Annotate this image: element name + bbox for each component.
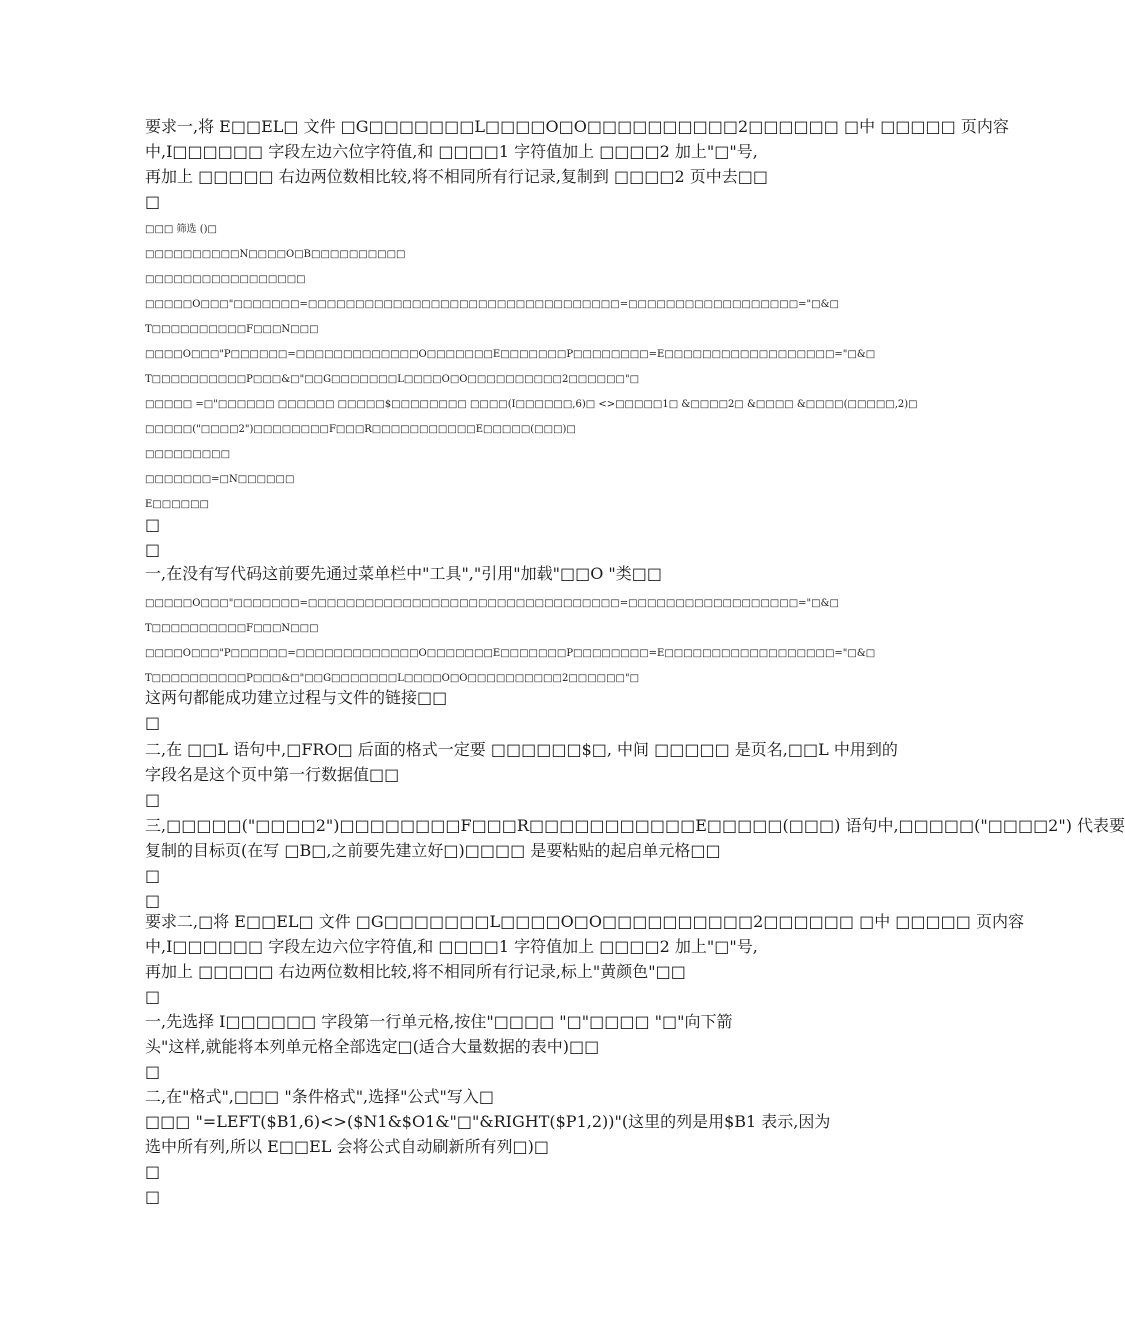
req2-line-1: 要求二,□将 E□□EL□ 文件 □G□□□□□□□L□□□□O□O□□□□□□□□□□2□□□□□□ □中 □□□□□ 页内容 — [145, 912, 1024, 931]
code1-line-9: □□□□□("□□□□2")□□□□□□□□F□□□R□□□□□□□□□□□E□□□□□(□□□)□ — [145, 424, 576, 435]
code1-line-3: □□□□□□□□□□□□□□□□□ — [145, 274, 306, 285]
req2-line-7: □ — [145, 1062, 161, 1081]
code2-line-1: □□□□□O□□□"□□□□□□□=□□□□□□□□□□□□□□□□□□□□□□□□□□□□□□□□□=□□□□□□□□□□□□□□□□□□="□&□ — [145, 598, 839, 609]
code1-line-4: □□□□□O□□□"□□□□□□□=□□□□□□□□□□□□□□□□□□□□□□□□□□□□□□□□□=□□□□□□□□□□□□□□□□□□="□&□ — [145, 299, 839, 310]
note3-line-3: □ — [145, 866, 161, 885]
note1-tail-2: □ — [145, 713, 161, 732]
code1-line-13: □ — [145, 515, 161, 534]
code1-line-10: □□□□□□□□□ — [145, 449, 231, 460]
note1-tail-1: 这两句都能成功建立过程与文件的链接□□ — [145, 688, 448, 707]
code1-line-8: □□□□□ =□"□□□□□□ □□□□□□ □□□□□$□□□□□□□□ □□□□(I□□□□□□,6)□ <>□□□□□1□ &□□□□2□ &□□□□ &□□□□(□□□□□,2)□ — [145, 399, 918, 410]
req2-line-6: 头"这样,就能将本列单元格全部选定□(适合大量数据的表中)□□ — [145, 1037, 600, 1056]
req2-line-5: 一,先选择 I□□□□□□ 字段第一行单元格,按住"□□□□ "□"□□□□ "□"向下箭 — [145, 1012, 733, 1031]
note2-line-1: 二,在 □□L 语句中,□FRO□ 后面的格式一定要 □□□□□□$□, 中间 □□□□□ 是页名,□□L 中用到的 — [145, 740, 898, 759]
req1-line-2: 中,I□□□□□□ 字段左边六位字符值,和 □□□□1 字符值加上 □□□□2 加上"□"号, — [145, 142, 758, 161]
code1-line-2: □□□□□□□□□□N□□□□O□B□□□□□□□□□□ — [145, 249, 406, 260]
code1-line-6: □□□□O□□□"P□□□□□□=□□□□□□□□□□□□□O□□□□□□□E□□□□□□□P□□□□□□□□=E□□□□□□□□□□□□□□□□□□="□&□ — [145, 349, 876, 360]
code1-line-5: T□□□□□□□□□□F□□□N□□□ — [145, 324, 319, 335]
note1-title: 一,在没有写代码这前要先通过菜单栏中"工具","引用"加载"□□O "类□□ — [145, 564, 663, 583]
req1-line-3: 再加上 □□□□□ 右边两位数相比较,将不相同所有行记录,复制到 □□□□2 页中去□□ — [145, 167, 768, 186]
req2-line-4: □ — [145, 987, 161, 1006]
code1-line-11: □□□□□□□=□N□□□□□□ — [145, 474, 295, 485]
note3-line-4: □ — [145, 891, 161, 910]
code2-line-3: □□□□O□□□"P□□□□□□=□□□□□□□□□□□□□O□□□□□□□E□□□□□□□P□□□□□□□□=E□□□□□□□□□□□□□□□□□□="□&□ — [145, 648, 876, 659]
req1-line-1: 要求一,将 E□□EL□ 文件 □G□□□□□□□L□□□□O□O□□□□□□□□□□2□□□□□□ □中 □□□□□ 页内容 — [145, 117, 1009, 136]
req1-line-4: □ — [145, 192, 161, 211]
note3-line-1: 三,□□□□□("□□□□2")□□□□□□□□F□□□R□□□□□□□□□□□E□□□□□(□□□) 语句中,□□□□□("□□□□2") 代表要 — [145, 816, 1125, 835]
note2-line-2: 字段名是这个页中第一行数据值□□ — [145, 765, 400, 784]
req2-line-8: 二,在"格式",□□□ "条件格式",选择"公式"写入□ — [145, 1087, 494, 1106]
req2-line-10: 选中所有列,所以 E□□EL 会将公式自动刷新所有列□)□ — [145, 1137, 549, 1156]
code1-line-1: □□□ 筛选 ()□ — [145, 224, 217, 235]
req2-line-12: □ — [145, 1187, 161, 1206]
req2-line-2: 中,I□□□□□□ 字段左边六位字符值,和 □□□□1 字符值加上 □□□□2 加上"□"号, — [145, 937, 758, 956]
code2-line-4: T□□□□□□□□□□P□□□&□"□□G□□□□□□□L□□□□O□O□□□□□□□□□□2□□□□□□"□ — [145, 673, 640, 684]
code1-line-14: □ — [145, 540, 161, 559]
req2-line-11: □ — [145, 1162, 161, 1181]
note2-line-3: □ — [145, 790, 161, 809]
req2-line-9: □□□ "=LEFT($B1,6)<>($N1&$O1&"□"&RIGHT($P1,2))"(这里的列是用$B1 表示,因为 — [145, 1112, 831, 1131]
code1-line-7: T□□□□□□□□□□P□□□&□"□□G□□□□□□□L□□□□O□O□□□□□□□□□□2□□□□□□"□ — [145, 374, 640, 385]
code1-line-12: E□□□□□□ — [145, 499, 209, 510]
note3-line-2: 复制的目标页(在写 □B□,之前要先建立好□)□□□□ 是要粘贴的起启单元格□□ — [145, 841, 721, 860]
req2-line-3: 再加上 □□□□□ 右边两位数相比较,将不相同所有行记录,标上"黄颜色"□□ — [145, 962, 686, 981]
code2-line-2: T□□□□□□□□□□F□□□N□□□ — [145, 623, 319, 634]
